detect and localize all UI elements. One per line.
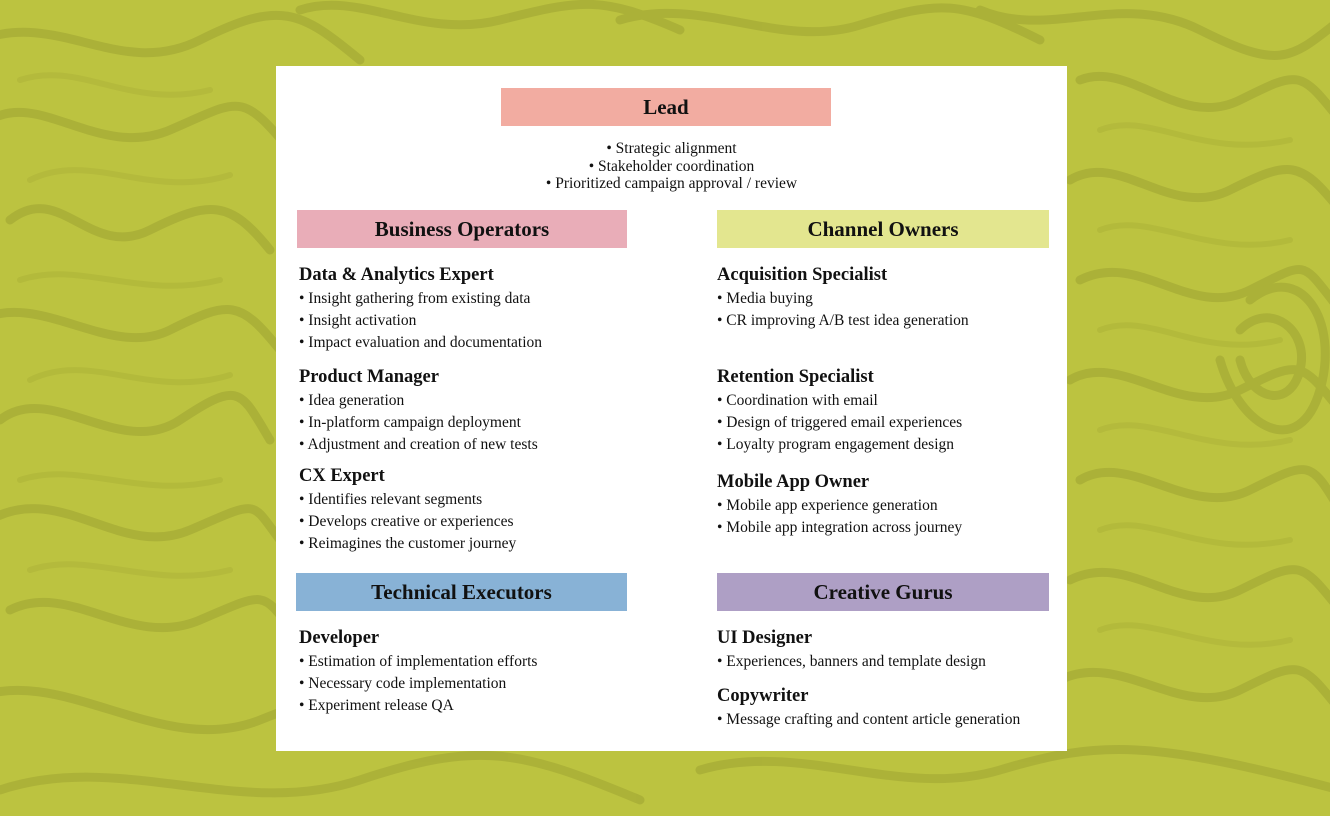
role-item: • Media buying bbox=[717, 290, 813, 307]
role-responsibilities bbox=[299, 288, 542, 354]
role-item: • Adjustment and creation of new tests bbox=[299, 436, 538, 453]
role-responsibilities bbox=[717, 390, 962, 456]
role-item: • Impact evaluation and documentation bbox=[299, 334, 543, 351]
role-title: Developer bbox=[299, 628, 380, 648]
role-item: • Necessary code implementation bbox=[299, 675, 507, 692]
role-item: • Insight gathering from existing data bbox=[299, 290, 531, 307]
technical-executors-header: Technical Executors bbox=[296, 573, 627, 611]
role-item: • Experiment release QA bbox=[299, 697, 454, 714]
role-responsibilities bbox=[717, 495, 962, 539]
role-item: • CR improving A/B test idea generation bbox=[717, 312, 969, 329]
role-responsibilities bbox=[717, 288, 969, 332]
role-item: • Loyalty program engagement design bbox=[717, 436, 954, 453]
role-title: Acquisition Specialist bbox=[717, 265, 888, 285]
role-item: • Reimagines the customer journey bbox=[299, 535, 517, 552]
channel-owners-header: Channel Owners bbox=[717, 210, 1049, 248]
lead-item: • Strategic alignment bbox=[606, 140, 737, 157]
role-responsibilities bbox=[299, 489, 516, 555]
role-item: • Design of triggered email experiences bbox=[717, 414, 963, 431]
lead-item: • Prioritized campaign approval / review bbox=[545, 175, 798, 192]
role-responsibilities bbox=[299, 651, 537, 717]
role-item: • Insight activation bbox=[299, 312, 417, 329]
role-title: Copywriter bbox=[717, 686, 809, 706]
role-responsibilities bbox=[717, 651, 986, 673]
role-item: • Estimation of implementation efforts bbox=[299, 653, 538, 670]
role-item: • Coordination with email bbox=[717, 392, 878, 409]
creative-gurus-header: Creative Gurus bbox=[717, 573, 1049, 611]
role-item: • Mobile app experience generation bbox=[717, 497, 938, 514]
role-responsibilities bbox=[299, 390, 538, 456]
role-item: • In-platform campaign deployment bbox=[299, 414, 521, 431]
role-title: CX Expert bbox=[299, 466, 385, 486]
role-item: • Experiences, banners and template design bbox=[717, 653, 986, 670]
role-item: • Message crafting and content article generation bbox=[717, 711, 1021, 728]
lead-responsibilities bbox=[276, 140, 1067, 193]
role-title: Mobile App Owner bbox=[717, 472, 870, 492]
role-title: Product Manager bbox=[299, 367, 439, 387]
lead-item: • Stakeholder coordination bbox=[588, 157, 755, 175]
role-responsibilities bbox=[717, 709, 1020, 731]
org-chart-card bbox=[276, 66, 1067, 751]
role-item: • Idea generation bbox=[299, 392, 405, 409]
business-operators-header: Business Operators bbox=[297, 210, 627, 248]
lead-header: Lead bbox=[501, 88, 831, 126]
role-item: • Develops creative or experiences bbox=[299, 513, 514, 530]
role-item: • Mobile app integration across journey bbox=[717, 519, 963, 536]
role-title: Retention Specialist bbox=[717, 367, 874, 387]
role-title: Data & Analytics Expert bbox=[299, 265, 494, 285]
role-item: • Identifies relevant segments bbox=[299, 491, 483, 508]
role-title: UI Designer bbox=[717, 628, 813, 648]
